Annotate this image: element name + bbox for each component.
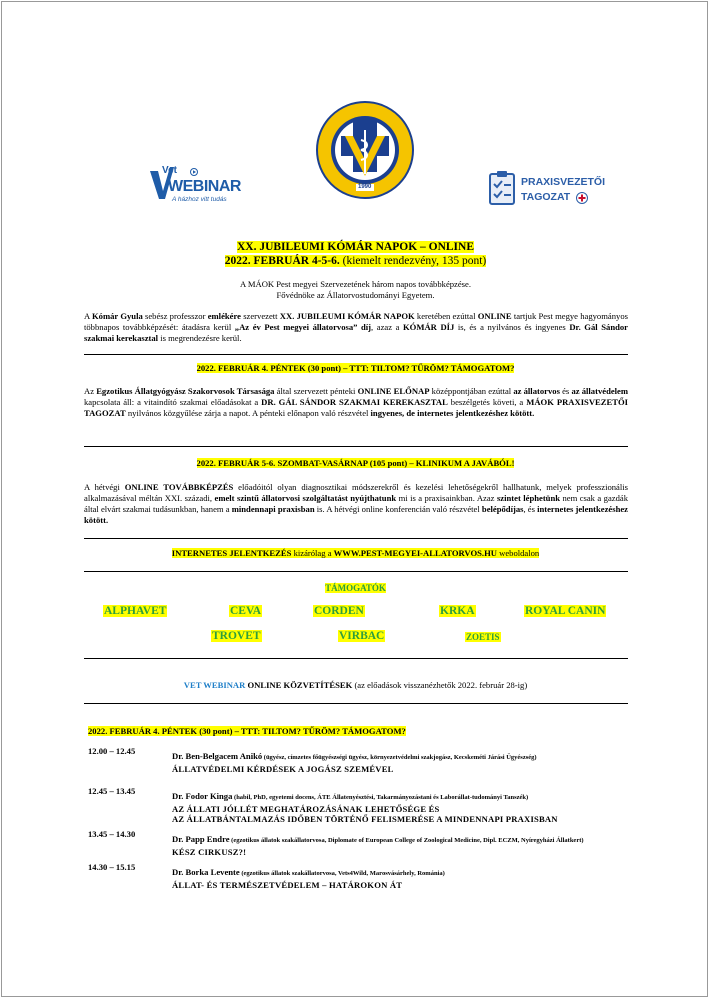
text: középpontjában ezúttal (429, 386, 514, 396)
intro-paragraph (84, 311, 628, 344)
speaker-name: Dr. Borka Levente (172, 867, 240, 877)
sponsor-zoetis: ZOETIS (466, 632, 500, 642)
praxis-line2: TAGOZAT (521, 191, 571, 203)
bold-text: ONLINE KÖZVETÍTÉSEK (245, 680, 353, 690)
bold-text: „Az év Pest megyei állatorvosa” díj (234, 322, 372, 332)
vetwebinar-main: WEBINAR (168, 178, 241, 195)
text: keretében ezúttal (414, 311, 478, 321)
vetwebinar-tagline: A házhoz vitt tudás (172, 196, 227, 203)
talk-title-line2: AZ ÁLLATBÁNTALMAZÁS IDŐBEN TÖRTÉNŐ FELISMERÉSE A MINDENNAPI PRAXISBAN (172, 814, 558, 824)
title-date: 2022. FEBRUÁR 4-5-6. (224, 255, 340, 267)
program-time: 12.00 – 12.45 (88, 746, 136, 756)
text: előadóitól olyan diagnosztikai módszerekről és kezelési lehetőségekről hallhatunk, melyek professzionális alkalmazásával méltán XXI. századi, (84, 482, 628, 503)
program-heading (88, 726, 406, 736)
speaker-affiliation: (habil, PhD, egyetemi docens, ÁTE Állatenyésztési, Takarmányozástani és Laborállat-tudományi Tanszék) (232, 794, 529, 801)
divider (84, 658, 628, 659)
text: A hétvégi (84, 482, 125, 492)
event-title (0, 240, 711, 268)
praxis-line1: PRAXISVEZETŐI (521, 176, 606, 188)
speaker-name: Dr. Papp Endre (172, 834, 230, 844)
sponsor-krka: KRKA (440, 605, 475, 617)
sponsor-ceva: CEVA (230, 605, 262, 617)
program-item (172, 746, 632, 774)
talk-title: AZ ÁLLATI JÓLLÉT MEGHATÁROZÁSÁNAK LEHETŐSÉGE ÉS (172, 804, 440, 814)
chamber-logo (315, 100, 415, 200)
bold-text: Dr. Gál Sándor szakmai kerekasztal (84, 322, 628, 343)
text: (az előadások visszanézhetők 2022. február 28-ig) (352, 680, 528, 690)
sponsor-royal-canin: ROYAL CANIN (525, 605, 606, 617)
registration-line (0, 548, 711, 558)
program-time: 12.45 – 13.45 (88, 786, 136, 796)
registration-url[interactable]: WWW.PEST-MEGYEI-ALLATORVOS.HU (333, 548, 497, 558)
speaker-name: Dr. Fodor Kinga (172, 791, 233, 801)
sponsors-heading-text: TÁMOGATÓK (325, 583, 386, 593)
bold-text: belépődíjas (481, 504, 524, 514)
sponsors-heading (0, 583, 711, 593)
divider (84, 538, 628, 539)
bold-text: az állatorvos (513, 386, 560, 396)
text: nem csak a gazdák által elvárt szakmai tudásunkban, hanem a (84, 493, 629, 514)
program-time: 13.45 – 14.30 (88, 829, 136, 839)
sponsor-trovet: TROVET (212, 630, 261, 642)
bold-text: ONLINE TOVÁBBKÉPZÉS (124, 482, 234, 492)
weekend-paragraph (84, 482, 628, 526)
bold-text: MÁOK PRAXISVEZETŐI TAGOZAT (84, 397, 628, 418)
text: Az (84, 386, 97, 396)
text: is, és a nyilvános és ingyenes (454, 322, 570, 332)
bold-text: ONLINE (477, 311, 512, 321)
divider (84, 571, 628, 572)
bold-text: DR. GÁL SÁNDOR SZAKMAI KEREKASZTAL (261, 397, 448, 407)
speaker-affiliation: (egzotikus állatok szakállatorvosa, Vets4Wild, Marosvásárhely, Románia) (239, 870, 445, 877)
bold-text: internetes jelentkezéshez kötött. (84, 504, 628, 525)
program-time: 14.30 – 15.15 (88, 862, 136, 872)
bold-text: Egzotikus Állatgyógyász Szakorvosok Társasága (96, 386, 275, 396)
sponsor-corden: CORDEN (314, 605, 364, 617)
program-item (172, 862, 632, 890)
bold-text: szintet léphetünk (496, 493, 561, 503)
text: nyilvános közgyűlése zárja a napot. A pénteki előnapon való részvétel (125, 408, 371, 418)
divider (84, 703, 628, 704)
friday-paragraph (84, 386, 628, 419)
title-date-note: (kiemelt rendezvény, 135 pont) (339, 255, 487, 267)
section-heading-text: 2022. FEBRUÁR 5-6. SZOMBAT-VASÁRNAP (105 pont) – KLINIKUM A JAVÁBÓL! (196, 458, 515, 468)
text: beszélgetés követi, a (447, 397, 527, 407)
text: és (559, 386, 572, 396)
section-heading-friday (0, 363, 711, 373)
bold-text: mindennapi praxisban (231, 504, 315, 514)
speaker-name: Dr. Ben-Belgacem Anikó (172, 751, 263, 761)
talk-title: KÉSZ CIRKUSZ?! (172, 847, 247, 857)
intro-line2: Fővédnöke az Állatorvostudományi Egyetem. (276, 290, 435, 300)
talk-title: ÁLLAT- ÉS TERMÉSZETVÉDELEM – HATÁROKON ÁT (172, 880, 403, 890)
program-item (172, 829, 632, 857)
text: kapcsolata áll: a vitaindító szakmai előadásokat a (84, 397, 262, 407)
divider (84, 354, 628, 355)
text: is. A hétvégi online konferencián való részvétel (314, 504, 482, 514)
text: sebész professzor (142, 311, 208, 321)
bold-text: Kómár Gyula (91, 311, 143, 321)
vetwebinar-logo (148, 165, 240, 207)
bold-text: XX. JUBILEUMI KÓMÁR NAPOK (279, 311, 415, 321)
bold-text: KÓMÁR DÍJ (403, 322, 455, 332)
vetwebinar-top-line: Vet (162, 165, 178, 176)
praxis-logo (488, 170, 606, 210)
speaker-affiliation: (ügyész, címzetes főügyészségi ügyész, környezetvédelmi szakjogász, Kecskeméti Járási Ügyészség) (262, 754, 537, 761)
bold-text: az állatvédelem (571, 386, 629, 396)
intro (0, 279, 711, 301)
program-heading-text: 2022. FEBRUÁR 4. PÉNTEK (30 pont) – TTT: TILTOM? TŰRÖM? TÁMOGATOM? (88, 726, 406, 736)
chamber-year: 1990 (358, 184, 372, 190)
program-item (172, 786, 632, 824)
text: , és (523, 504, 538, 514)
sponsor-alphavet: ALPHAVET (104, 605, 167, 617)
talk-title: ÁLLATVÉDELMI KÉRDÉSEK A JOGÁSZ SZEMÉVEL (172, 764, 394, 774)
bold-text: emelt szintű állatorvosi szolgáltatást nyújthatunk (214, 493, 397, 503)
plus-badge-icon (576, 192, 588, 204)
bold-text: emlékére (207, 311, 241, 321)
bold-text: INTERNETES JELENTKEZÉS (171, 548, 292, 558)
text: mi is a praxisainkban. Azaz (396, 493, 497, 503)
text: weboldalon (496, 548, 540, 558)
section-heading-weekend (0, 458, 711, 468)
text: kizárólag a (291, 548, 334, 558)
vet-webinar-text: VET WEBINAR (183, 680, 246, 690)
text: , azaz a (371, 322, 403, 332)
bold-text: ONLINE ELŐNAP (357, 386, 430, 396)
sponsor-virbac: VIRBAC (339, 630, 385, 642)
text: A (84, 311, 92, 321)
text: is megrendezésre kerül. (158, 333, 242, 343)
text: tartjuk Pest megye hagyományos többnapos továbbképzését: átadásra kerül (84, 311, 628, 332)
divider (84, 446, 628, 447)
text: által szervezett pénteki (274, 386, 358, 396)
bold-text: ingyenes, de internetes jelentkezéshez kötött. (370, 408, 535, 418)
speaker-affiliation: (egzotikus állatok szakállatorvosa, Diplomate of European College of Zoological Medicine, Dipl. ECZM, Nyíregyházi Állatkert) (229, 837, 584, 844)
intro-line1: A MÁOK Pest megyei Szervezetének három napos továbbképzése. (239, 279, 471, 289)
broadcast-line (0, 680, 711, 690)
clipboard-icon (488, 170, 518, 206)
text: szervezett (240, 311, 280, 321)
title-line1: XX. JUBILEUMI KÓMÁR NAPOK – ONLINE (236, 241, 475, 253)
section-heading-text: 2022. FEBRUÁR 4. PÉNTEK (30 pont) – TTT: TILTOM? TŰRÖM? TÁMOGATOM? (196, 363, 515, 373)
